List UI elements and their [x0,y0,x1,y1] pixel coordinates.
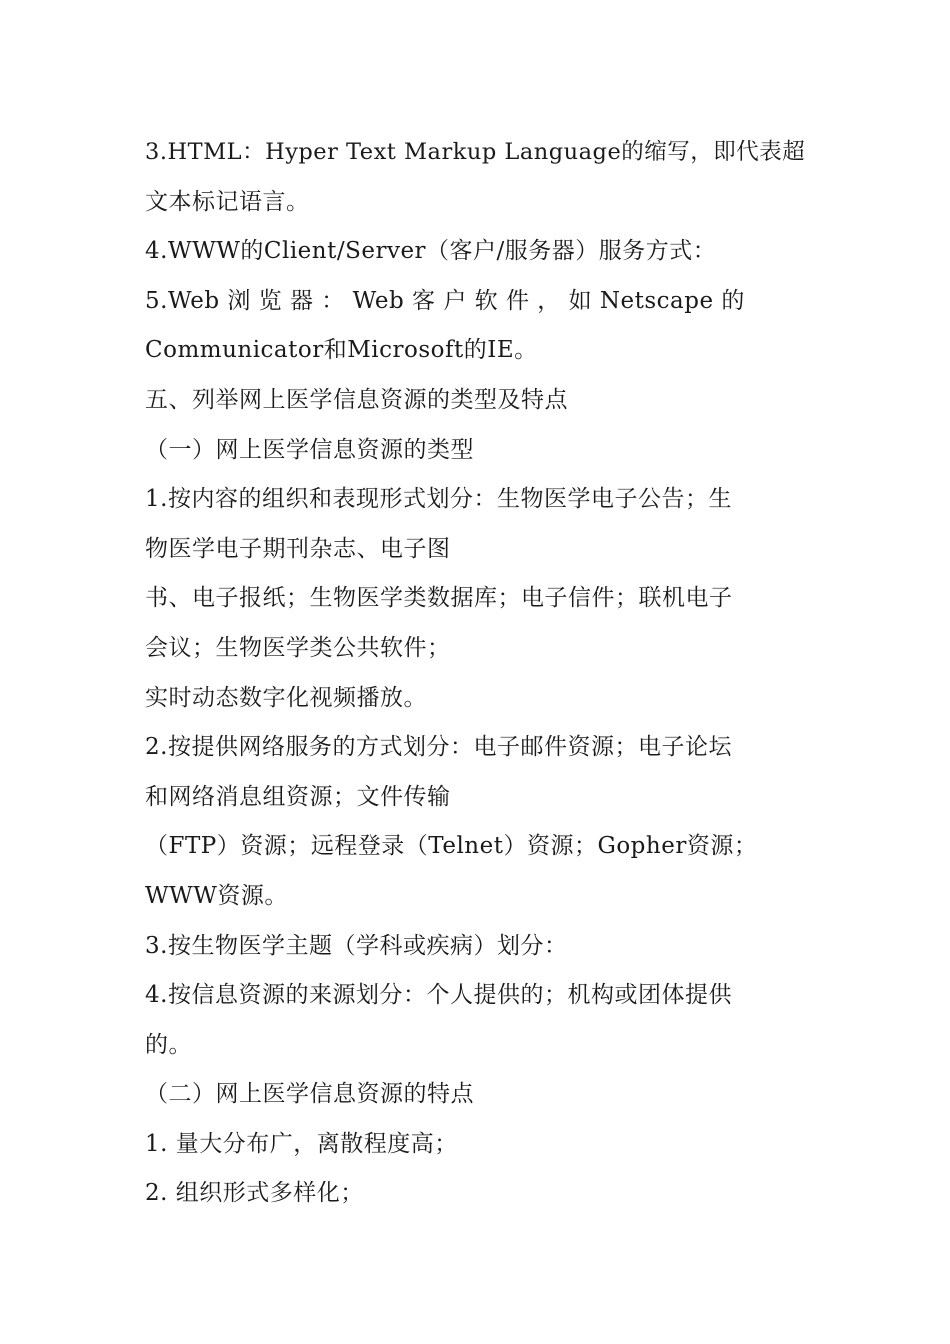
document-body [145,128,805,1219]
subsection-heading: （一）网上医学信息资源的类型 [145,436,474,463]
text-line: 4.按信息资源的来源划分：个人提供的；机构或团体提供 [145,982,732,1009]
text-line: 2.按提供网络服务的方式划分：电子邮件资源；电子论坛 [145,734,732,761]
text-line: Communicator和Microsoft的IE。 [145,337,538,364]
text-line: 会议；生物医学类公共软件； [145,634,451,661]
list-item: 1. 量大分布广，离散程度高； [145,1130,458,1157]
text-line: WWW资源。 [145,882,288,909]
text-line: 4.WWW的Client/Server（客户/服务器）服务方式： [145,238,717,265]
text-line: 1.按内容的组织和表现形式划分：生物医学电子公告；生 [145,486,732,513]
text-line: 书、电子报纸；生物医学类数据库；电子信件；联机电子 [145,585,733,612]
text-line: 文本标记语言。 [145,188,310,215]
text-line: （FTP）资源；远程登录（Telnet）资源；Gopher资源； [145,833,758,860]
text-line: 5.Web 浏 览 器 ： Web 客 户 软 件 ， 如 Netscape 的 [145,287,745,314]
text-line: 物医学电子期刊杂志、电子图 [145,535,451,562]
text-line: 3.按生物医学主题（学科或疾病）划分： [145,932,568,959]
section-heading: 五、列举网上医学信息资源的类型及特点 [145,386,568,413]
list-item: 2. 组织形式多样化； [145,1180,364,1207]
text-line: 的。 [145,1031,192,1058]
subsection-heading: （二）网上医学信息资源的特点 [145,1081,474,1108]
text-line: 3.HTML：Hyper Text Markup Language的缩写，即代表超 [145,139,805,165]
text-line: 和网络消息组资源；文件传输 [145,783,451,810]
text-line: 实时动态数字化视频播放。 [145,684,427,711]
